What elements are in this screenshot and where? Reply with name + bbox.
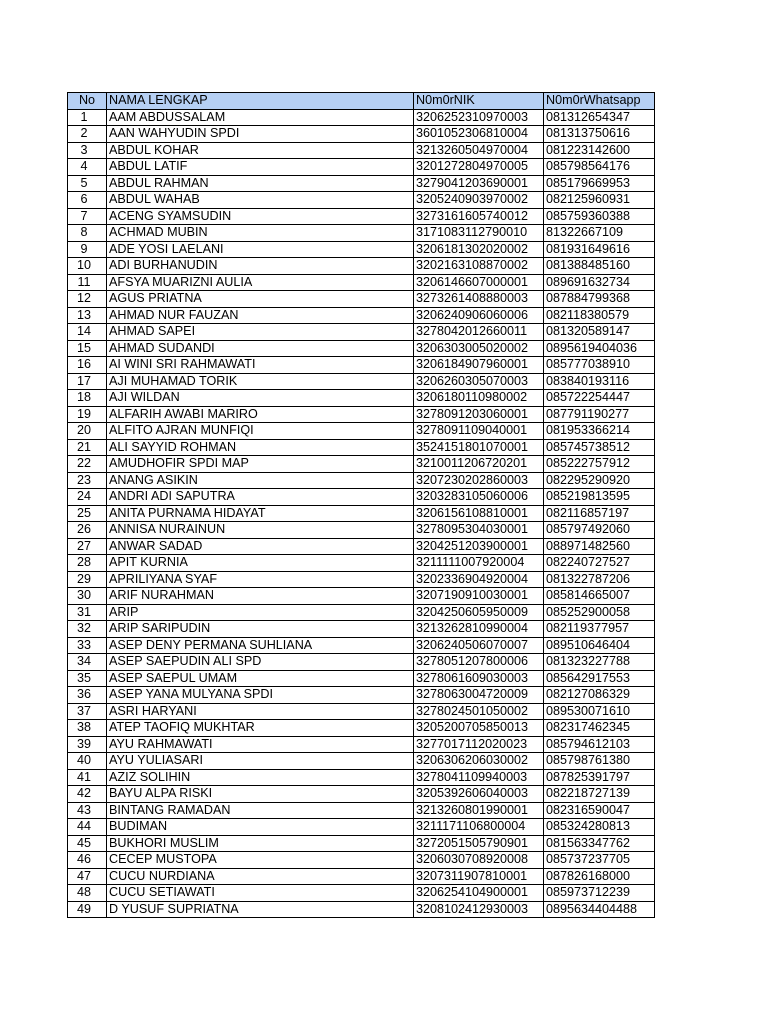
header-no[interactable]: No bbox=[68, 93, 107, 110]
whatsapp-cell[interactable]: 082116857197 bbox=[544, 505, 655, 522]
row-no-cell[interactable]: 22 bbox=[68, 456, 107, 473]
nik-cell[interactable]: 3278061609030003 bbox=[414, 670, 544, 687]
name-cell[interactable]: AMUDHOFIR SPDI MAP bbox=[107, 456, 414, 473]
row-no-cell[interactable]: 36 bbox=[68, 687, 107, 704]
table-row bbox=[68, 159, 655, 176]
spreadsheet-sheet bbox=[67, 92, 655, 918]
table-row bbox=[68, 522, 655, 539]
row-no-cell[interactable]: 17 bbox=[68, 373, 107, 390]
name-cell[interactable]: AI WINI SRI RAHMAWATI bbox=[107, 357, 414, 374]
header-row bbox=[68, 93, 655, 110]
table-row bbox=[68, 489, 655, 506]
nik-cell[interactable]: 3272051505790901 bbox=[414, 835, 544, 852]
nik-cell[interactable]: 3278063004720009 bbox=[414, 687, 544, 704]
table-row bbox=[68, 769, 655, 786]
name-cell[interactable]: AJI MUHAMAD TORIK bbox=[107, 373, 414, 390]
name-cell[interactable]: CUCU SETIAWATI bbox=[107, 885, 414, 902]
table-row bbox=[68, 786, 655, 803]
row-no-cell[interactable]: 43 bbox=[68, 802, 107, 819]
nik-cell[interactable]: 3206180110980002 bbox=[414, 390, 544, 407]
whatsapp-cell[interactable]: 082240727527 bbox=[544, 555, 655, 572]
whatsapp-cell[interactable]: 082317462345 bbox=[544, 720, 655, 737]
name-cell[interactable]: AJI WILDAN bbox=[107, 390, 414, 407]
row-no-cell[interactable]: 41 bbox=[68, 769, 107, 786]
whatsapp-cell[interactable]: 085777038910 bbox=[544, 357, 655, 374]
table-row bbox=[68, 258, 655, 275]
whatsapp-cell[interactable]: 087884799368 bbox=[544, 291, 655, 308]
whatsapp-cell[interactable]: 081320589147 bbox=[544, 324, 655, 341]
row-no-cell[interactable]: 18 bbox=[68, 390, 107, 407]
table-row bbox=[68, 192, 655, 209]
nik-cell[interactable]: 3278051207800006 bbox=[414, 654, 544, 671]
table-row bbox=[68, 885, 655, 902]
whatsapp-cell[interactable]: 085252900058 bbox=[544, 604, 655, 621]
nik-cell[interactable]: 3207190910030001 bbox=[414, 588, 544, 605]
row-no-cell[interactable]: 5 bbox=[68, 175, 107, 192]
nik-cell[interactable]: 3273161605740012 bbox=[414, 208, 544, 225]
row-no-cell[interactable]: 30 bbox=[68, 588, 107, 605]
row-no-cell[interactable]: 11 bbox=[68, 274, 107, 291]
table-row bbox=[68, 274, 655, 291]
nik-cell[interactable]: 3206030708920008 bbox=[414, 852, 544, 869]
table-row bbox=[68, 439, 655, 456]
name-cell[interactable]: AYU YULIASARI bbox=[107, 753, 414, 770]
row-no-cell[interactable]: 37 bbox=[68, 703, 107, 720]
nik-cell[interactable]: 3278041109940003 bbox=[414, 769, 544, 786]
row-no-cell[interactable]: 44 bbox=[68, 819, 107, 836]
nik-cell[interactable]: 3206146607000001 bbox=[414, 274, 544, 291]
whatsapp-cell[interactable]: 082118380579 bbox=[544, 307, 655, 324]
name-cell[interactable]: AHMAD NUR FAUZAN bbox=[107, 307, 414, 324]
whatsapp-cell[interactable]: 085798564176 bbox=[544, 159, 655, 176]
row-no-cell[interactable]: 32 bbox=[68, 621, 107, 638]
row-no-cell[interactable]: 7 bbox=[68, 208, 107, 225]
nik-cell[interactable]: 3206240906060006 bbox=[414, 307, 544, 324]
nik-cell[interactable]: 3524151801070001 bbox=[414, 439, 544, 456]
whatsapp-cell[interactable]: 089691632734 bbox=[544, 274, 655, 291]
table-row bbox=[68, 654, 655, 671]
name-cell[interactable]: APIT KURNIA bbox=[107, 555, 414, 572]
name-cell[interactable]: ASEP DENY PERMANA SUHLIANA bbox=[107, 637, 414, 654]
name-cell[interactable]: ALI SAYYID ROHMAN bbox=[107, 439, 414, 456]
table-row bbox=[68, 291, 655, 308]
name-cell[interactable]: ANNISA NURAINUN bbox=[107, 522, 414, 539]
name-cell[interactable]: ASEP SAEPUDIN ALI SPD bbox=[107, 654, 414, 671]
name-cell[interactable]: ANANG ASIKIN bbox=[107, 472, 414, 489]
whatsapp-cell[interactable]: 085722254447 bbox=[544, 390, 655, 407]
whatsapp-cell[interactable]: 085973712239 bbox=[544, 885, 655, 902]
nik-cell[interactable]: 3206252310970003 bbox=[414, 109, 544, 126]
row-no-cell[interactable]: 39 bbox=[68, 736, 107, 753]
whatsapp-cell[interactable]: 081953366214 bbox=[544, 423, 655, 440]
table-row bbox=[68, 670, 655, 687]
nik-cell[interactable]: 3278042012660011 bbox=[414, 324, 544, 341]
table-row bbox=[68, 423, 655, 440]
nik-cell[interactable]: 3206181302020002 bbox=[414, 241, 544, 258]
whatsapp-cell[interactable]: 0895619404036 bbox=[544, 340, 655, 357]
whatsapp-cell[interactable]: 089530071610 bbox=[544, 703, 655, 720]
name-cell[interactable]: AFSYA MUARIZNI AULIA bbox=[107, 274, 414, 291]
name-cell[interactable]: D YUSUF SUPRIATNA bbox=[107, 901, 414, 918]
nik-cell[interactable]: 3210011206720201 bbox=[414, 456, 544, 473]
whatsapp-cell[interactable]: 082316590047 bbox=[544, 802, 655, 819]
name-cell[interactable]: APRILIYANA SYAF bbox=[107, 571, 414, 588]
whatsapp-cell[interactable]: 81322667109 bbox=[544, 225, 655, 242]
row-no-cell[interactable]: 10 bbox=[68, 258, 107, 275]
row-no-cell[interactable]: 14 bbox=[68, 324, 107, 341]
table-row bbox=[68, 720, 655, 737]
whatsapp-cell[interactable]: 081563347762 bbox=[544, 835, 655, 852]
row-no-cell[interactable]: 23 bbox=[68, 472, 107, 489]
nik-cell[interactable]: 3601052306810004 bbox=[414, 126, 544, 143]
name-cell[interactable]: BUKHORI MUSLIM bbox=[107, 835, 414, 852]
row-no-cell[interactable]: 45 bbox=[68, 835, 107, 852]
row-no-cell[interactable]: 16 bbox=[68, 357, 107, 374]
name-cell[interactable]: AHMAD SAPEI bbox=[107, 324, 414, 341]
table-row bbox=[68, 802, 655, 819]
nik-cell[interactable]: 3201272804970005 bbox=[414, 159, 544, 176]
nik-cell[interactable]: 3206306206030002 bbox=[414, 753, 544, 770]
name-cell[interactable]: ARIF NURAHMAN bbox=[107, 588, 414, 605]
nik-cell[interactable]: 3205200705850013 bbox=[414, 720, 544, 737]
whatsapp-cell[interactable]: 0895634404488 bbox=[544, 901, 655, 918]
table-row bbox=[68, 687, 655, 704]
whatsapp-cell[interactable]: 082119377957 bbox=[544, 621, 655, 638]
header-nik[interactable]: N0m0rNIK bbox=[414, 93, 544, 110]
table-row bbox=[68, 901, 655, 918]
nik-cell[interactable]: 3211171106800004 bbox=[414, 819, 544, 836]
name-cell[interactable]: AZIZ SOLIHIN bbox=[107, 769, 414, 786]
row-no-cell[interactable]: 12 bbox=[68, 291, 107, 308]
name-cell[interactable]: ASEP YANA MULYANA SPDI bbox=[107, 687, 414, 704]
name-cell[interactable]: AGUS PRIATNA bbox=[107, 291, 414, 308]
whatsapp-cell[interactable]: 085737237705 bbox=[544, 852, 655, 869]
name-cell[interactable]: ACENG SYAMSUDIN bbox=[107, 208, 414, 225]
table-row bbox=[68, 126, 655, 143]
nik-cell[interactable]: 3278024501050002 bbox=[414, 703, 544, 720]
nik-cell[interactable]: 3207311907810001 bbox=[414, 868, 544, 885]
name-cell[interactable]: ACHMAD MUBIN bbox=[107, 225, 414, 242]
nik-cell[interactable]: 3204250605950009 bbox=[414, 604, 544, 621]
whatsapp-cell[interactable]: 085798761380 bbox=[544, 753, 655, 770]
name-cell[interactable]: ARIP bbox=[107, 604, 414, 621]
whatsapp-cell[interactable]: 085642917553 bbox=[544, 670, 655, 687]
nik-cell[interactable]: 3278091203060001 bbox=[414, 406, 544, 423]
whatsapp-cell[interactable]: 083840193116 bbox=[544, 373, 655, 390]
row-no-cell[interactable]: 40 bbox=[68, 753, 107, 770]
table-row bbox=[68, 852, 655, 869]
whatsapp-cell[interactable]: 085179669953 bbox=[544, 175, 655, 192]
table-row bbox=[68, 538, 655, 555]
nik-cell[interactable]: 3211111007920004 bbox=[414, 555, 544, 572]
row-no-cell[interactable]: 3 bbox=[68, 142, 107, 159]
whatsapp-cell[interactable]: 081223142600 bbox=[544, 142, 655, 159]
table-row bbox=[68, 604, 655, 621]
table-row bbox=[68, 588, 655, 605]
header-whatsapp[interactable]: N0m0rWhatsapp bbox=[544, 93, 655, 110]
nik-cell[interactable]: 3206303005020002 bbox=[414, 340, 544, 357]
table-row bbox=[68, 736, 655, 753]
nik-cell[interactable]: 3171083112790010 bbox=[414, 225, 544, 242]
row-no-cell[interactable]: 25 bbox=[68, 505, 107, 522]
nik-cell[interactable]: 3213260801990001 bbox=[414, 802, 544, 819]
nik-cell[interactable]: 3206260305070003 bbox=[414, 373, 544, 390]
header-nama-lengkap[interactable]: NAMA LENGKAP bbox=[107, 93, 414, 110]
nik-cell[interactable]: 3204251203900001 bbox=[414, 538, 544, 555]
whatsapp-cell[interactable]: 088971482560 bbox=[544, 538, 655, 555]
row-no-cell[interactable]: 24 bbox=[68, 489, 107, 506]
table-row bbox=[68, 109, 655, 126]
row-no-cell[interactable]: 42 bbox=[68, 786, 107, 803]
table-row bbox=[68, 225, 655, 242]
table-row bbox=[68, 390, 655, 407]
table-row bbox=[68, 505, 655, 522]
table-row bbox=[68, 241, 655, 258]
whatsapp-cell[interactable]: 081312654347 bbox=[544, 109, 655, 126]
whatsapp-cell[interactable]: 085222757912 bbox=[544, 456, 655, 473]
table-row bbox=[68, 621, 655, 638]
whatsapp-cell[interactable]: 087825391797 bbox=[544, 769, 655, 786]
table-row bbox=[68, 324, 655, 341]
name-cell[interactable]: ASEP SAEPUL UMAM bbox=[107, 670, 414, 687]
table-row bbox=[68, 456, 655, 473]
row-no-cell[interactable]: 38 bbox=[68, 720, 107, 737]
row-no-cell[interactable]: 8 bbox=[68, 225, 107, 242]
nik-cell[interactable]: 3278091109040001 bbox=[414, 423, 544, 440]
table-row bbox=[68, 753, 655, 770]
nik-cell[interactable]: 3277017112020023 bbox=[414, 736, 544, 753]
name-cell[interactable]: ARIP SARIPUDIN bbox=[107, 621, 414, 638]
row-no-cell[interactable]: 29 bbox=[68, 571, 107, 588]
whatsapp-cell[interactable]: 082125960931 bbox=[544, 192, 655, 209]
nik-cell[interactable]: 3206184907960001 bbox=[414, 357, 544, 374]
nik-cell[interactable]: 3202163108870002 bbox=[414, 258, 544, 275]
row-no-cell[interactable]: 46 bbox=[68, 852, 107, 869]
row-no-cell[interactable]: 31 bbox=[68, 604, 107, 621]
row-no-cell[interactable]: 48 bbox=[68, 885, 107, 902]
name-cell[interactable]: ADE YOSI LAELANI bbox=[107, 241, 414, 258]
whatsapp-cell[interactable]: 081323227788 bbox=[544, 654, 655, 671]
row-no-cell[interactable]: 4 bbox=[68, 159, 107, 176]
whatsapp-cell[interactable]: 085794612103 bbox=[544, 736, 655, 753]
nik-cell[interactable]: 3206156108810001 bbox=[414, 505, 544, 522]
table-row bbox=[68, 357, 655, 374]
whatsapp-cell[interactable]: 082295290920 bbox=[544, 472, 655, 489]
row-no-cell[interactable]: 35 bbox=[68, 670, 107, 687]
name-cell[interactable]: BUDIMAN bbox=[107, 819, 414, 836]
table-row bbox=[68, 307, 655, 324]
row-no-cell[interactable]: 33 bbox=[68, 637, 107, 654]
row-no-cell[interactable]: 15 bbox=[68, 340, 107, 357]
nik-cell[interactable]: 3207230202860003 bbox=[414, 472, 544, 489]
whatsapp-cell[interactable]: 082127086329 bbox=[544, 687, 655, 704]
name-cell[interactable]: ANITA PURNAMA HIDAYAT bbox=[107, 505, 414, 522]
nik-cell[interactable]: 3203283105060006 bbox=[414, 489, 544, 506]
table-row bbox=[68, 571, 655, 588]
whatsapp-cell[interactable]: 085759360388 bbox=[544, 208, 655, 225]
name-cell[interactable]: ABDUL WAHAB bbox=[107, 192, 414, 209]
name-cell[interactable]: CUCU NURDIANA bbox=[107, 868, 414, 885]
name-cell[interactable]: AAN WAHYUDIN SPDI bbox=[107, 126, 414, 143]
name-cell[interactable]: ASRI HARYANI bbox=[107, 703, 414, 720]
row-no-cell[interactable]: 49 bbox=[68, 901, 107, 918]
whatsapp-cell[interactable]: 087826168000 bbox=[544, 868, 655, 885]
name-cell[interactable]: AYU RAHMAWATI bbox=[107, 736, 414, 753]
nik-cell[interactable]: 3278095304030001 bbox=[414, 522, 544, 539]
row-no-cell[interactable]: 1 bbox=[68, 109, 107, 126]
table-row bbox=[68, 555, 655, 572]
row-no-cell[interactable]: 6 bbox=[68, 192, 107, 209]
name-cell[interactable]: CECEP MUSTOPA bbox=[107, 852, 414, 869]
nik-cell[interactable]: 3208102412930003 bbox=[414, 901, 544, 918]
name-cell[interactable]: AAM ABDUSSALAM bbox=[107, 109, 414, 126]
name-cell[interactable]: ATEP TAOFIQ MUKHTAR bbox=[107, 720, 414, 737]
table-row bbox=[68, 703, 655, 720]
whatsapp-cell[interactable]: 089510646404 bbox=[544, 637, 655, 654]
nik-cell[interactable]: 3213260504970004 bbox=[414, 142, 544, 159]
row-no-cell[interactable]: 26 bbox=[68, 522, 107, 539]
table-row bbox=[68, 373, 655, 390]
whatsapp-cell[interactable]: 081931649616 bbox=[544, 241, 655, 258]
whatsapp-cell[interactable]: 081313750616 bbox=[544, 126, 655, 143]
name-cell[interactable]: AHMAD SUDANDI bbox=[107, 340, 414, 357]
name-cell[interactable]: ANDRI ADI SAPUTRA bbox=[107, 489, 414, 506]
row-no-cell[interactable]: 47 bbox=[68, 868, 107, 885]
name-cell[interactable]: ALFITO AJRAN MUNFIQI bbox=[107, 423, 414, 440]
row-no-cell[interactable]: 9 bbox=[68, 241, 107, 258]
name-cell[interactable]: ABDUL LATIF bbox=[107, 159, 414, 176]
whatsapp-cell[interactable]: 087791190277 bbox=[544, 406, 655, 423]
table-row bbox=[68, 208, 655, 225]
row-no-cell[interactable]: 21 bbox=[68, 439, 107, 456]
nik-cell[interactable]: 3206240506070007 bbox=[414, 637, 544, 654]
name-cell[interactable]: ABDUL RAHMAN bbox=[107, 175, 414, 192]
row-no-cell[interactable]: 27 bbox=[68, 538, 107, 555]
table-row bbox=[68, 819, 655, 836]
whatsapp-cell[interactable]: 085745738512 bbox=[544, 439, 655, 456]
nik-cell[interactable]: 3279041203690001 bbox=[414, 175, 544, 192]
whatsapp-cell[interactable]: 085324280813 bbox=[544, 819, 655, 836]
table-body bbox=[68, 109, 655, 918]
nik-cell[interactable]: 3205392606040003 bbox=[414, 786, 544, 803]
name-cell[interactable]: ANWAR SADAD bbox=[107, 538, 414, 555]
whatsapp-cell[interactable]: 081322787206 bbox=[544, 571, 655, 588]
whatsapp-cell[interactable]: 082218727139 bbox=[544, 786, 655, 803]
table-row bbox=[68, 868, 655, 885]
nik-cell[interactable]: 3206254104900001 bbox=[414, 885, 544, 902]
name-cell[interactable]: ALFARIH AWABI MARIRO bbox=[107, 406, 414, 423]
row-no-cell[interactable]: 19 bbox=[68, 406, 107, 423]
table-row bbox=[68, 472, 655, 489]
table-row bbox=[68, 175, 655, 192]
name-cell[interactable]: ABDUL KOHAR bbox=[107, 142, 414, 159]
name-cell[interactable]: ADI BURHANUDIN bbox=[107, 258, 414, 275]
name-cell[interactable]: BINTANG RAMADAN bbox=[107, 802, 414, 819]
whatsapp-cell[interactable]: 081388485160 bbox=[544, 258, 655, 275]
nik-cell[interactable]: 3202336904920004 bbox=[414, 571, 544, 588]
contact-table bbox=[67, 92, 655, 918]
whatsapp-cell[interactable]: 085814665007 bbox=[544, 588, 655, 605]
table-row bbox=[68, 340, 655, 357]
row-no-cell[interactable]: 34 bbox=[68, 654, 107, 671]
table-row bbox=[68, 637, 655, 654]
nik-cell[interactable]: 3273261408880003 bbox=[414, 291, 544, 308]
nik-cell[interactable]: 3213262810990004 bbox=[414, 621, 544, 638]
name-cell[interactable]: BAYU ALPA RISKI bbox=[107, 786, 414, 803]
whatsapp-cell[interactable]: 085219813595 bbox=[544, 489, 655, 506]
table-row bbox=[68, 835, 655, 852]
row-no-cell[interactable]: 20 bbox=[68, 423, 107, 440]
whatsapp-cell[interactable]: 085797492060 bbox=[544, 522, 655, 539]
row-no-cell[interactable]: 2 bbox=[68, 126, 107, 143]
table-row bbox=[68, 142, 655, 159]
table-row bbox=[68, 406, 655, 423]
row-no-cell[interactable]: 28 bbox=[68, 555, 107, 572]
row-no-cell[interactable]: 13 bbox=[68, 307, 107, 324]
nik-cell[interactable]: 3205240903970002 bbox=[414, 192, 544, 209]
